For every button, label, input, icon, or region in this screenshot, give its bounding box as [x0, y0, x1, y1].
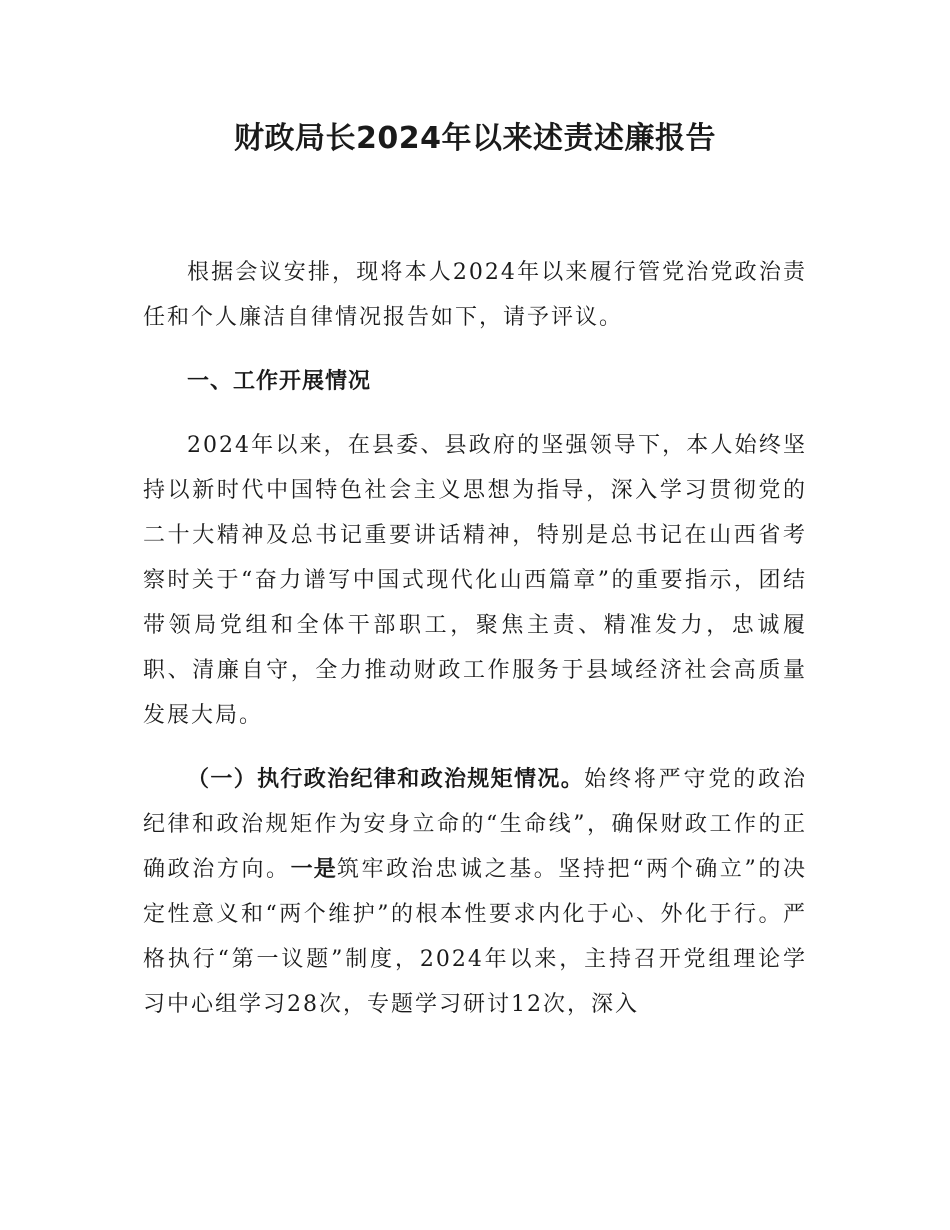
subsection-heading: （一）执行政治纪律和政治规矩情况。: [187, 767, 585, 792]
subsection-paragraph: [143, 757, 807, 1027]
section-heading: 一、工作开展情况: [187, 369, 372, 394]
subsection-text-a: 始终将严守党的政治纪律和政治规矩作为安身立命的“生命线”，确保财政工作的正确政治方向。: [143, 767, 807, 882]
point-label: 一是: [290, 857, 337, 882]
subsection-text-b: 筑牢政治忠诚之基。坚持把“两个确立”的决定性意义和“两个维护”的根本性要求内化于心、外化于行。严格执行“第一议题”制度，2024年以来，主持召开党组理论学习中心组学习28次，专题学习研讨12次，深入: [143, 857, 807, 1017]
intro-paragraph: 根据会议安排，现将本人2024年以来履行管党治党政治责任和个人廉洁自律情况报告如下，请予评议。: [143, 260, 807, 330]
document-body: [143, 250, 807, 1027]
document-title: 财政局长2024年以来述责述廉报告: [234, 121, 716, 156]
section-paragraph: 2024年以来，在县委、县政府的坚强领导下，本人始终坚持以新时代中国特色社会主义思想为指导，深入学习贯彻党的二十大精神及总书记重要讲话精神，特别是总书记在山西省考察时关于“奋力谱写中国式现代化山西篇章”的重要指示，团结带领局党组和全体干部职工，聚焦主责、精准发力，忠诚履职、清廉自守，全力推动财政工作服务于县域经济社会高质量发展大局。: [143, 433, 807, 728]
